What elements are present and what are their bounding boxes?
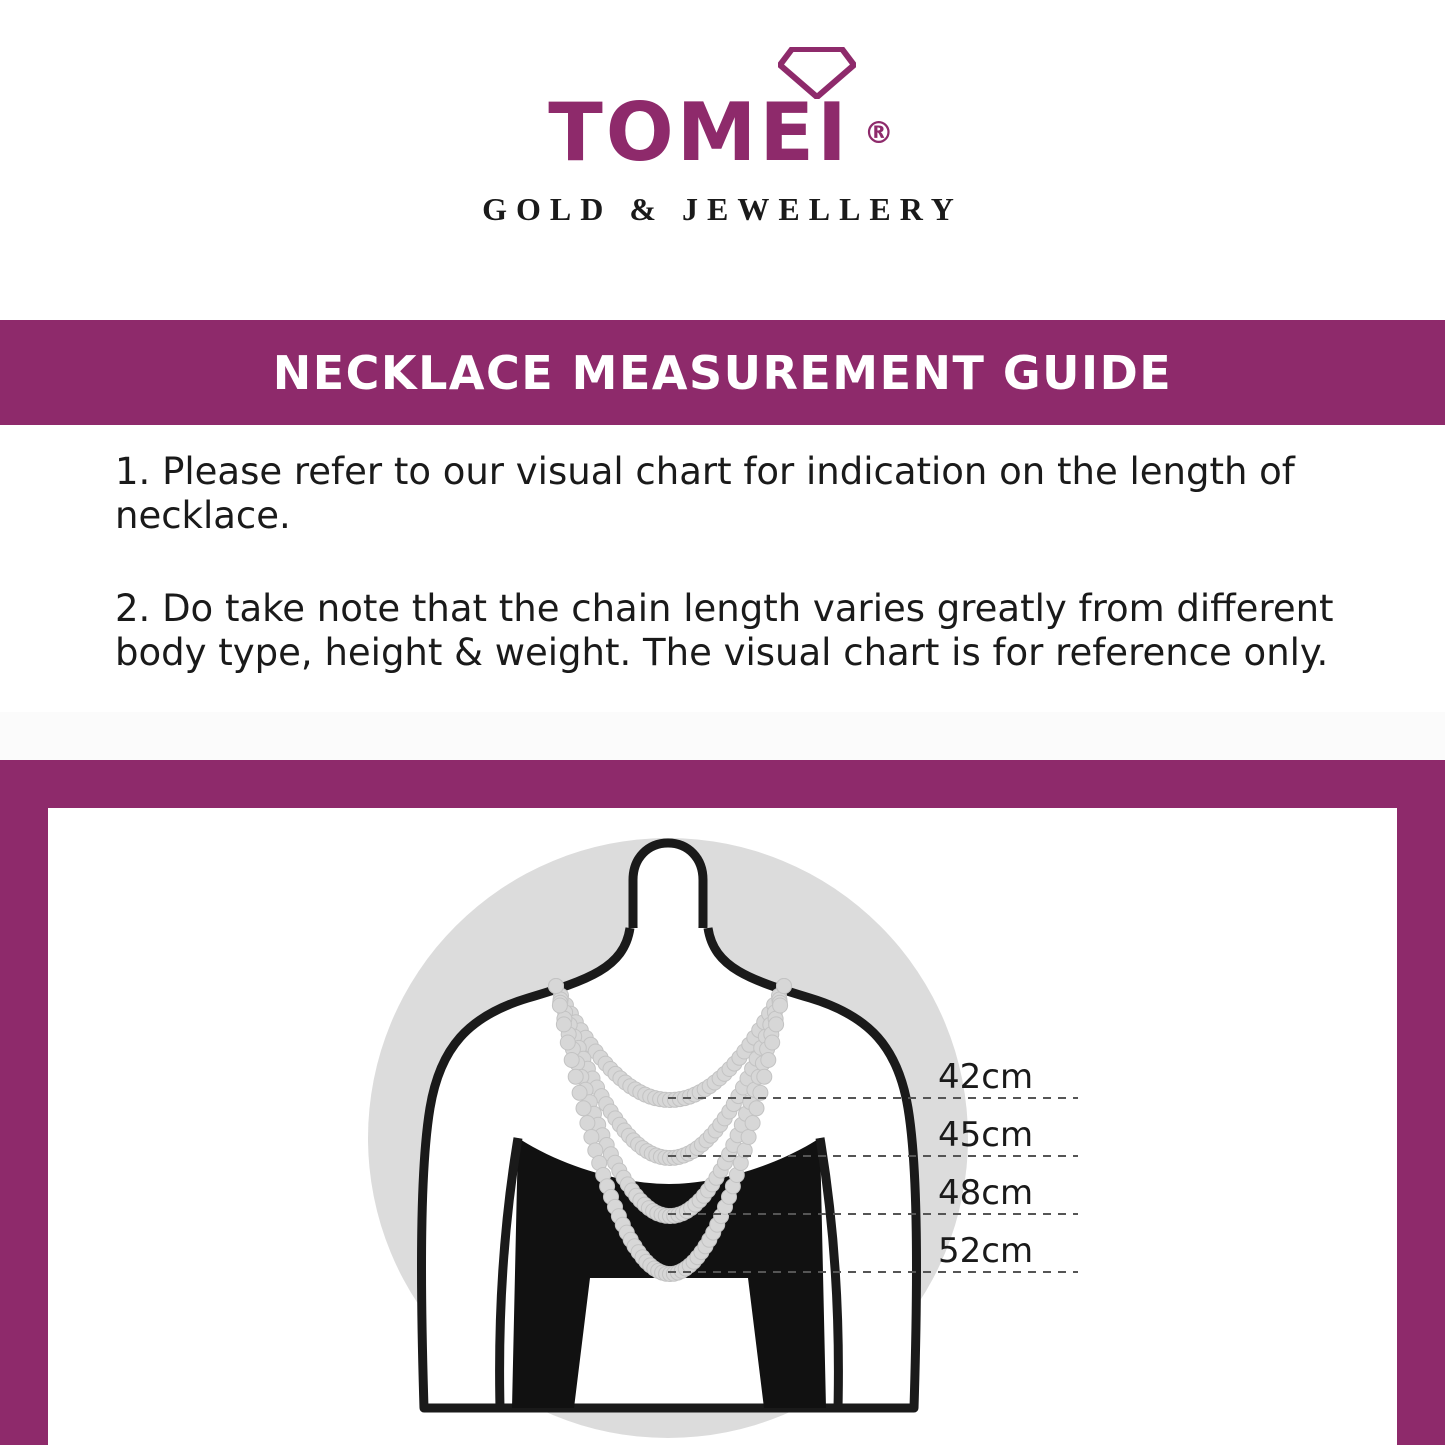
logo-tagline: GOLD & JEWELLERY (482, 190, 963, 227)
visual-chart-canvas (48, 808, 1397, 1445)
page-title-band (0, 320, 1445, 425)
pearl (745, 1116, 760, 1131)
pearl (761, 1053, 776, 1068)
pearl (773, 998, 788, 1013)
pearl (584, 1130, 599, 1145)
pearl (777, 979, 792, 994)
brand-logo-block (0, 0, 1445, 320)
pearl (556, 1017, 571, 1032)
pearl (576, 1101, 591, 1116)
pearl (564, 1053, 579, 1068)
diamond-icon (778, 47, 856, 104)
measurement-label-48: 48cm (938, 1173, 1034, 1213)
pearl (549, 979, 564, 994)
pearl (765, 1035, 780, 1050)
necklace-length-diagram (48, 808, 1397, 1445)
pearl (580, 1116, 595, 1131)
pearl (560, 1035, 575, 1050)
measurement-label-52: 52cm (938, 1231, 1034, 1271)
visual-chart-frame (0, 760, 1445, 1445)
pearl (568, 1069, 583, 1084)
instruction-item-2: 2. Do take note that the chain length varies greatly from different body type, height & weight. The visual chart is for reference only. (115, 586, 1334, 675)
measurement-label-45: 45cm (938, 1115, 1034, 1155)
measurement-label-42: 42cm (938, 1057, 1034, 1097)
instruction-item-1: 1. Please refer to our visual chart for indication on the length of necklace. (115, 450, 1295, 538)
pearl (572, 1085, 587, 1100)
pearl (769, 1017, 784, 1032)
instructions-list (115, 450, 1345, 724)
pearl (741, 1130, 756, 1145)
pearl (749, 1101, 764, 1116)
logo-wordmark (548, 85, 897, 179)
divider-strip (0, 712, 1445, 760)
page-title: NECKLACE MEASUREMENT GUIDE (272, 345, 1173, 400)
logo-name: TOMEI (548, 85, 850, 179)
logo-wrap (482, 85, 963, 228)
registered-trademark-icon: ® (863, 115, 897, 151)
pearl (552, 998, 567, 1013)
pearl (757, 1069, 772, 1084)
